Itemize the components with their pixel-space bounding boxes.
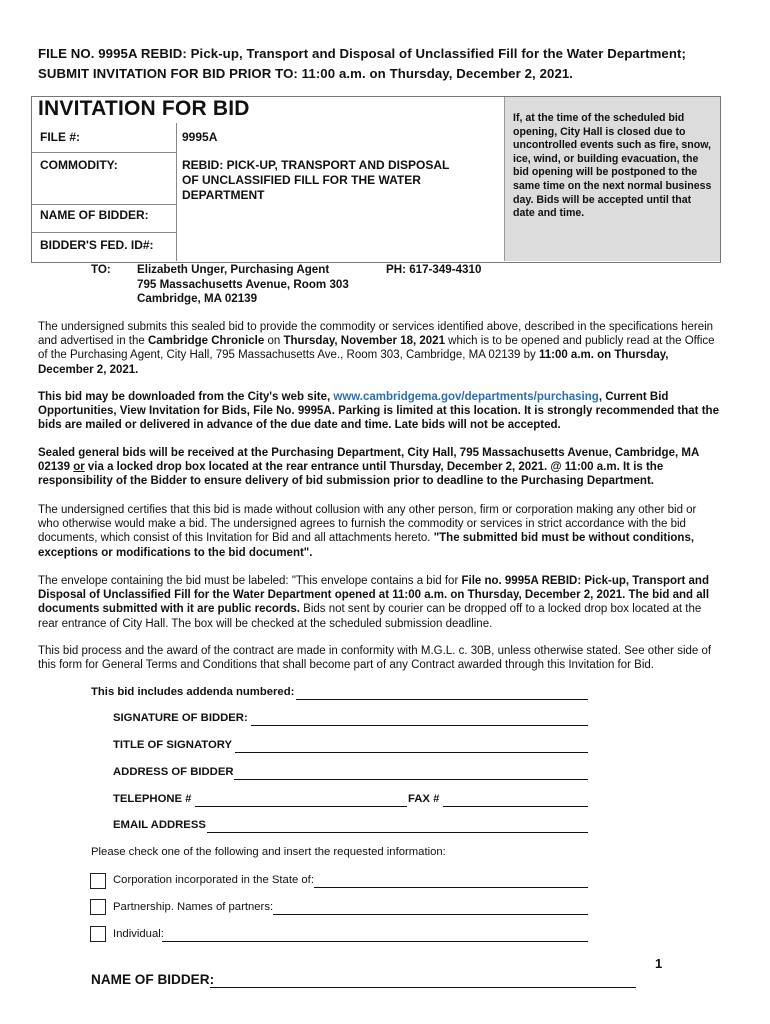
address-input[interactable] [234,766,588,780]
fax-input[interactable] [443,793,588,807]
box-divider [31,204,176,205]
closure-notice-text: If, at the time of the scheduled bid opening, City Hall is closed due to uncontrolled events such as fire, snow, ice, wind, or building evacuation, the bid opening will be postponed to the same time on the next normal business day. Bids will be accepted until that date and time. [513,112,712,220]
addenda-input[interactable] [296,686,588,700]
corporation-label: Corporation incorporated in the State of: [113,874,314,886]
purchasing-agent-address [137,263,349,307]
addenda-label: This bid includes addenda numbered: [91,686,295,698]
fed-id-label: BIDDER'S FED. ID#: [40,238,154,252]
to-label: TO: [91,263,111,276]
email-input[interactable] [207,819,588,833]
title-input[interactable] [235,739,588,753]
paragraph-download: This bid may be downloaded from the City's web site, www.cambridgema.gov/departments/purchasing, Current Bid Opportunities, View Invitation for Bids, File No. 9995A. Parking is limited at this location. It is strongly recommended that the bids are mailed or delivered in advance of the due date and time. Late bids will not be accepted. [38,391,719,432]
address-line: 795 Massachusetts Avenue, Room 303 [137,277,349,291]
corporation-state-input[interactable] [314,874,588,888]
signature-label: SIGNATURE OF BIDDER: [113,712,248,724]
submit-deadline-heading: SUBMIT INVITATION FOR BID PRIOR TO: 11:00 a.m. on Thursday, December 2, 2021. [38,66,574,81]
invitation-title: INVITATION FOR BID [38,97,250,120]
commodity-label: COMMODITY: [40,158,118,172]
box-divider-vertical [176,123,177,261]
paragraph-envelope: The envelope containing the bid must be labeled: "This envelope contains a bid for File no. 9995A REBID: Pick-up, Transport and Disposal of Unclassified Fill for the Water Department opened at 11:00 a.m. on Thursday, December 2, 2021. The bid and all documents submitted with it are public records. Bids not sent by courier can be dropped off to a locked drop box located at the rear entrance of City Hall. The box will be checked at the scheduled submission deadline. [38,575,710,630]
box-divider [31,152,176,153]
paragraph-submission: The undersigned submits this sealed bid to provide the commodity or services identified above, described in the specifications herein and advertised in the Cambridge Chronicle on Thursday, November 18, 2021 which is to be opened and publicly read at the Office of the Purchasing Agent, City Hall, 795 Massachusetts Ave., Room 303, Cambridge, MA 02139 by 11:00 a.m. on Thursday, December 2, 2021. [38,321,715,376]
telephone-input[interactable] [195,793,407,807]
individual-checkbox[interactable] [90,926,106,942]
paragraph-certification: The undersigned certifies that this bid is made without collusion with any other person, firm or corporation making any other bid or who otherwise would make a bid. The undersigned agrees to furnish the commodity or services in strict accordance with the bid documents, which consist of this Invitation for Bid and all attachments hereto. "The submitted bid must be without conditions, exceptions or modifications to the bid document". [38,504,697,559]
paragraph-mgl: This bid process and the award of the contract are made in conformity with M.G.L. c. 30B, unless otherwise stated. See other side of this form for General Terms and Conditions that shall become part of any Contract awarded through this Invitation for Bid. [38,645,712,672]
box-divider [31,232,176,233]
individual-input[interactable] [162,928,588,942]
telephone-label: TELEPHONE # [113,793,192,805]
individual-label: Individual: [113,928,164,940]
commodity-value: REBID: PICK-UP, TRANSPORT AND DISPOSAL OF UNCLASSIFIED FILL FOR THE WATER DEPARTMENT [182,158,450,202]
paragraph-sealed-bids: Sealed general bids will be received at the Purchasing Department, City Hall, 795 Massachusetts Avenue, Cambridge, MA 02139 or via a locked drop box located at the rear entrance until Thursday, December 2, 2021. @ 11:00 a.m. It is the responsibility of the Bidder to ensure delivery of bid submission prior to deadline to the Purchasing Department. [38,447,699,488]
purchasing-web-link[interactable]: www.cambridgema.gov/departments/purchasing [333,391,599,403]
file-number-value: 9995A [182,130,218,144]
partnership-checkbox[interactable] [90,899,106,915]
partnership-names-input[interactable] [273,901,588,915]
partnership-label: Partnership. Names of partners: [113,901,274,913]
file-heading: FILE NO. 9995A REBID: Pick-up, Transport and Disposal of Unclassified Fill for the Water Department; [38,46,686,61]
fax-label: FAX # [408,793,440,805]
phone-number: PH: 617-349-4310 [386,263,482,276]
address-label: ADDRESS OF BIDDER [113,766,234,778]
check-instructions: Please check one of the following and insert the requested information: [91,846,446,858]
corporation-checkbox[interactable] [90,873,106,889]
name-of-bidder-input[interactable] [210,972,636,988]
file-number-label: FILE #: [40,130,81,144]
page-number: 1 [655,956,663,971]
bidder-name-label: NAME OF BIDDER: [40,208,149,222]
name-of-bidder-label: NAME OF BIDDER: [91,972,215,987]
signature-input[interactable] [251,712,588,726]
title-label: TITLE OF SIGNATORY [113,739,233,751]
agent-name: Elizabeth Unger, Purchasing Agent [137,263,330,276]
email-label: EMAIL ADDRESS [113,819,206,831]
address-line: Cambridge, MA 02139 [137,292,258,306]
